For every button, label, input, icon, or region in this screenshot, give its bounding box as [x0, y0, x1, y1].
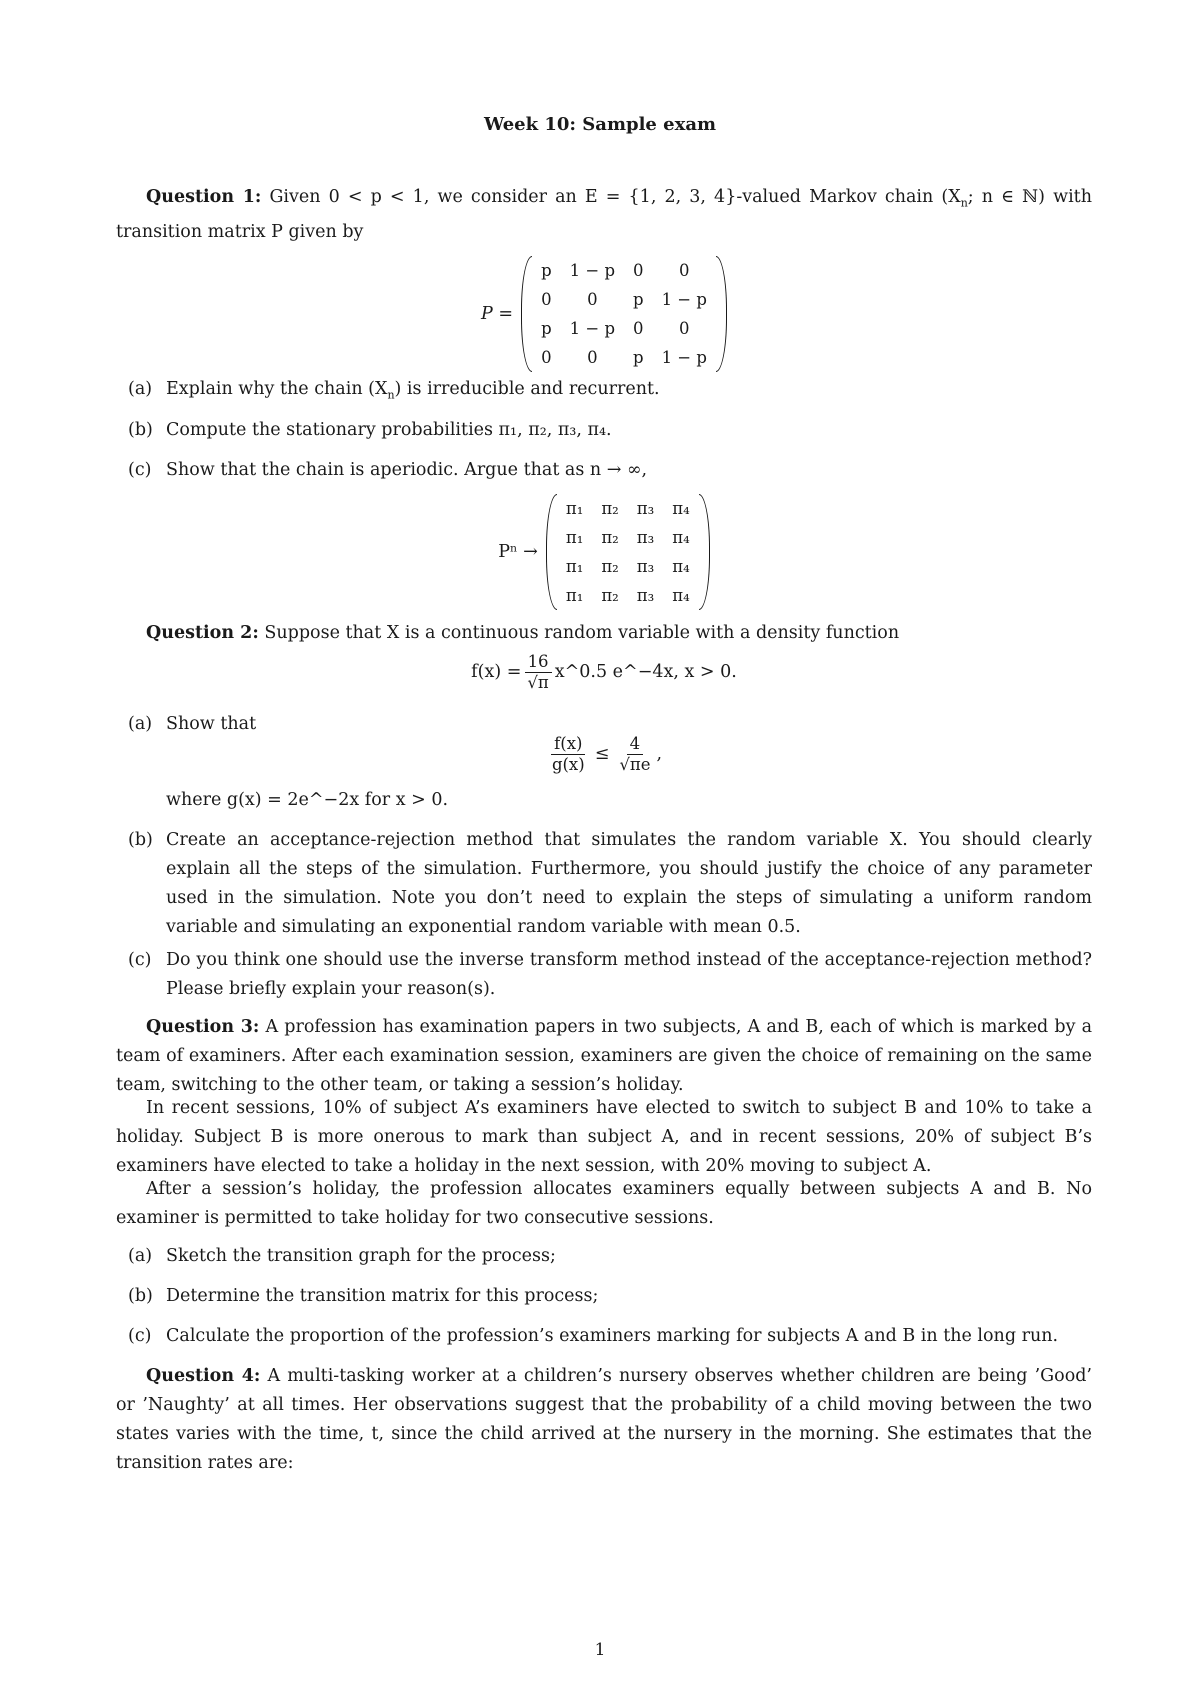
matrix-P-display: P = p 1 − p 0 0 0 0 p 1 − p p 1 − p 0 0 0 0 p 1 − p	[116, 256, 1092, 372]
question-3-paragraph-2: In recent sessions, 10% of subject A’s examiners have elected to switch to subject B and 10% to take a holiday. Subject B is more onerous to mark than subject A, and in recent sessions, 20% of subject B’s examiners have elected to take a holiday in the next session, with 20% moving to subject A.	[116, 1098, 1092, 1176]
matrix-pi-cell: π₃	[636, 528, 655, 547]
matrix-pi-cell: π₄	[672, 528, 690, 547]
matrix-pi-cell: π₁	[565, 586, 584, 605]
q3-part-c: (c) Calculate the proportion of the profession’s examiners marking for subjects A and B in the long run.	[128, 1326, 1059, 1346]
matrix-pi-row	[557, 581, 699, 610]
q2-part-a: (a) Show that	[128, 714, 257, 734]
matrix-pi-cell: π₃	[636, 499, 655, 518]
matrix-P-cell: 0	[541, 348, 552, 367]
q3-part-a: (a) Sketch the transition graph for the process;	[128, 1246, 556, 1266]
question-1-intro: Question 1: Given 0 < p < 1, we consider an E = {1, 2, 3, 4}-valued Markov chain ($X_n$; n ∈ ℕ) with transition matrix P given by	[116, 187, 1092, 242]
matrix-P-cell: 0	[541, 290, 552, 309]
matrix-P-cell: 0	[679, 261, 690, 280]
question-2-label: Question 2:	[146, 623, 259, 643]
matrix-pi-cell: π₂	[601, 528, 619, 547]
q1-part-c: (c) Show that the chain is aperiodic. Argue that as n → ∞,	[128, 460, 648, 480]
question-4-intro: Question 4: A multi-tasking worker at a children’s nursery observes whether children are being ’Good’ or ’Naughty’ at all times. Her observations suggest that the probability of a child moving between the two states varies with the time, t, since the child arrived at the nursery in the morning. She estimates that the transition rates are:	[116, 1366, 1092, 1473]
q3-part-b: (b) Determine the transition matrix for this process;	[128, 1286, 599, 1306]
matrix-pi-cell: π₁	[565, 499, 584, 518]
matrix-P-row	[532, 285, 716, 314]
question-3-paragraph-3: After a session’s holiday, the profession allocates examiners equally between subjects A and B. No examiner is permitted to take holiday for two consecutive sessions.	[116, 1179, 1092, 1228]
matrix-pi-cell: π₁	[565, 528, 584, 547]
question-1-label: Question 1:	[146, 187, 262, 207]
matrix-P-row	[532, 343, 716, 372]
matrix-P-cell: 1 − p	[661, 290, 707, 309]
matrix-pi-cell: π₂	[601, 557, 619, 576]
question-3-label: Question 3:	[146, 1017, 260, 1037]
matrix-pi-row	[557, 523, 699, 552]
matrix-pi-cell: π₁	[565, 557, 584, 576]
q2-part-b: (b) Create an acceptance-rejection method that simulates the random variable X. You should clearly explain all the steps of the simulation. Furthermore, you should justify the choice of any parameter used in the simulation. Note you don’t need to explain the steps of simulating a uniform random variable and simulating an exponential random variable with mean 0.5.	[128, 830, 1092, 937]
matrix-P-cell: p	[541, 319, 552, 338]
q1-part-a: (a) Explain why the chain $(X_n)$ is irreducible and recurrent.	[128, 379, 660, 402]
matrix-P-cell: 0	[679, 319, 690, 338]
matrix-pi-cell: π₂	[601, 586, 619, 605]
matrix-pi-cell: π₃	[636, 557, 655, 576]
q2-part-c: (c) Do you think one should use the inverse transform method instead of the acceptance-rejection method? Please briefly explain your reason(s).	[128, 950, 1092, 999]
question-2-intro: Question 2: Suppose that X is a continuous random variable with a density function	[146, 623, 900, 643]
matrix-P-cell: 0	[587, 290, 598, 309]
matrix-P-cell: p	[541, 261, 552, 280]
matrix-pi-row	[557, 552, 699, 581]
matrix-pi-cell: π₄	[672, 586, 690, 605]
density-formula: f(x) = $\frac{16}{√\pi}$ x^0.5 e^−4x, x > 0.	[471, 652, 737, 692]
matrix-pi-cell: π₄	[672, 557, 690, 576]
matrix-pi-cell: π₂	[601, 499, 619, 518]
q1-part-b: (b) Compute the stationary probabilities π₁, π₂, π₃, π₄.	[128, 420, 612, 440]
matrix-P-cell: p	[633, 290, 644, 309]
question-3-intro: Question 3: A profession has examination papers in two subjects, A and B, each of which is marked by a team of examiners. After each examination session, examiners are given the choice of remaining on the same team, switching to the other team, or taking a session’s holiday.	[116, 1017, 1093, 1095]
q2-part-a-where: where g(x) = 2e^−2x for x > 0.	[166, 790, 449, 810]
matrix-P	[521, 256, 727, 372]
matrix-P-cell: 1 − p	[569, 261, 615, 280]
matrix-pi-cell: π₃	[636, 586, 655, 605]
page-title: Week 10: Sample exam	[483, 114, 717, 135]
matrix-P-cell: 0	[587, 348, 598, 367]
page-number: 1	[594, 1640, 606, 1660]
matrix-P-cell: p	[633, 348, 644, 367]
matrix-P-cell: 0	[633, 319, 644, 338]
matrix-pi	[546, 494, 710, 610]
matrix-P-row	[532, 256, 716, 285]
matrix-P-row	[532, 314, 716, 343]
matrix-pi-row	[557, 494, 699, 523]
ratio-inequality: $\frac{f(x)}{g(x)}$ ≤ $\frac{4}{√\pi e}$ ,	[551, 734, 663, 774]
matrix-P-cell: 1 − p	[661, 348, 707, 367]
matrix-P-cell: 1 − p	[569, 319, 615, 338]
question-4-label: Question 4:	[146, 1366, 261, 1386]
matrix-pi-cell: π₄	[672, 499, 690, 518]
matrix-pi-display: Pⁿ → π₁ π₂ π₃ π₄ π₁ π₂ π₃ π₄ π₁ π₂ π₃ π₄ π₁ π₂ π₃ π₄	[116, 494, 1092, 610]
matrix-P-cell: 0	[633, 261, 644, 280]
